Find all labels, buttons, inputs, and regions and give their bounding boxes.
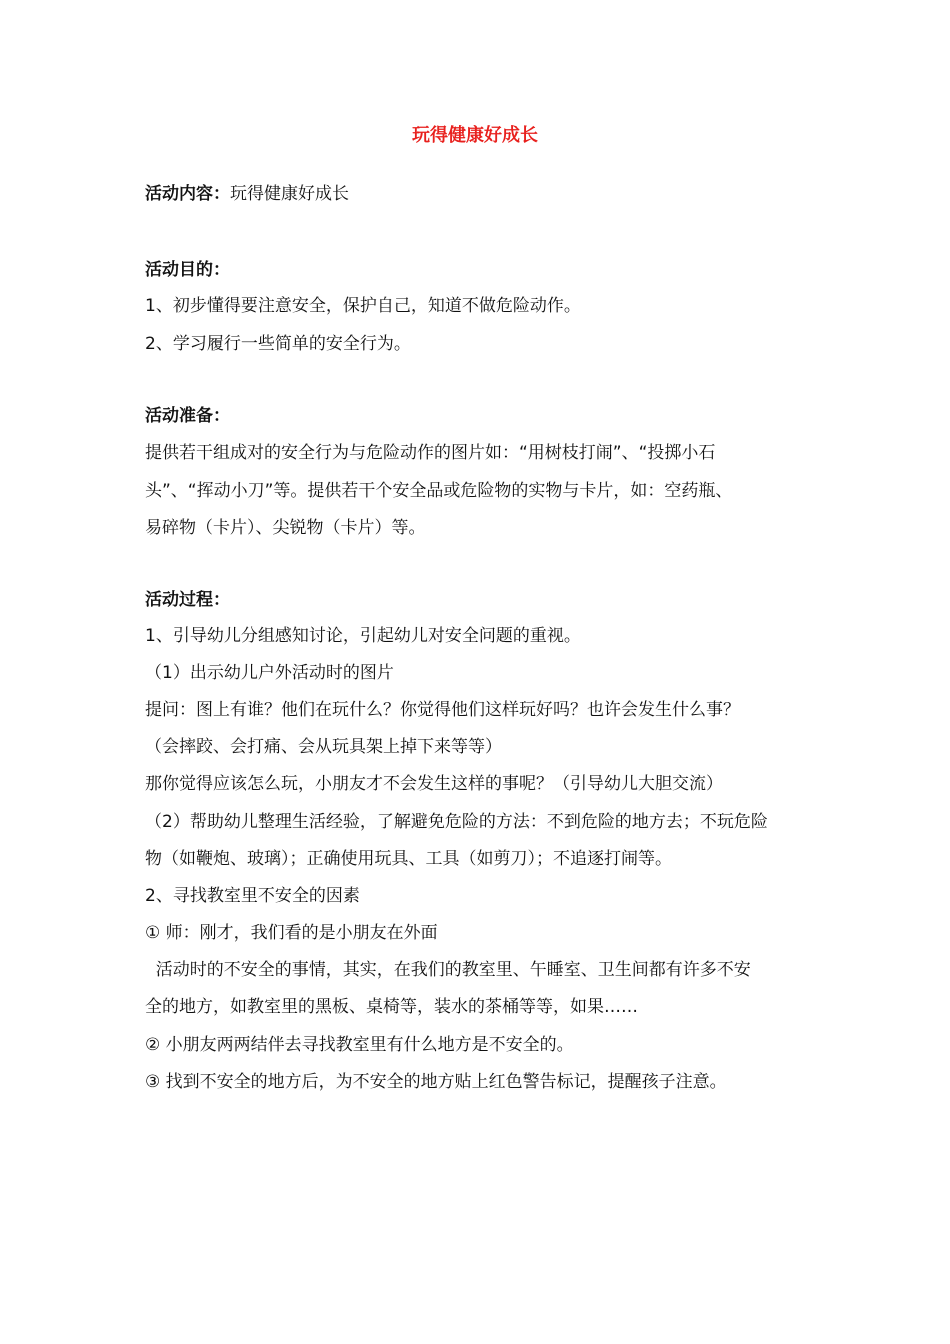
goal-item: 2、学习履行一些简单的安全行为。 (145, 334, 411, 354)
process-line: 那你觉得应该怎么玩，小朋友才不会发生这样的事呢？（引导幼儿大胆交流） (145, 774, 723, 794)
process-line: 全的地方，如教室里的黑板、桌椅等，装水的茶桶等等，如果…… (145, 997, 638, 1017)
preparation-line: 提供若干组成对的安全行为与危险动作的图片如：“用树枝打闹”、“投掷小石 (145, 443, 716, 463)
content-label: 活动内容： (145, 184, 230, 204)
process-line: （会摔跤、会打痛、会从玩具架上掉下来等等） (145, 737, 502, 757)
document-title: 玩得健康好成长 (412, 125, 538, 146)
process-line: 2、寻找教室里不安全的因素 (145, 886, 360, 906)
process-line: 活动时的不安全的事情，其实，在我们的教室里、午睡室、卫生间都有许多不安 (145, 960, 751, 980)
process-line: ② 小朋友两两结伴去寻找教室里有什么地方是不安全的。 (145, 1035, 574, 1055)
process-line: 1、引导幼儿分组感知讨论，引起幼儿对安全问题的重视。 (145, 626, 581, 646)
goal-item: 1、初步懂得要注意安全，保护自己，知道不做危险动作。 (145, 296, 581, 316)
content-value: 玩得健康好成长 (230, 184, 349, 204)
process-line: （1）出示幼儿户外活动时的图片 (145, 663, 394, 683)
process-heading: 活动过程： (145, 590, 230, 610)
content-line (145, 180, 825, 208)
preparation-heading: 活动准备： (145, 406, 230, 426)
goals-heading: 活动目的： (145, 260, 230, 280)
preparation-line: 头”、“挥动小刀”等。提供若干个安全品或危险物的实物与卡片，如：空药瓶、 (145, 481, 733, 501)
process-line: （2）帮助幼儿整理生活经验，了解避免危险的方法：不到危险的地方去；不玩危险 (145, 812, 768, 832)
process-line: 提问：图上有谁？他们在玩什么？你觉得他们这样玩好吗？也许会发生什么事？ (145, 700, 740, 720)
process-line: ① 师：刚才，我们看的是小朋友在外面 (145, 923, 438, 943)
preparation-line: 易碎物（卡片）、尖锐物（卡片）等。 (145, 518, 426, 538)
process-line: ③ 找到不安全的地方后，为不安全的地方贴上红色警告标记，提醒孩子注意。 (145, 1072, 727, 1092)
process-line: 物（如鞭炮、玻璃）；正确使用玩具、工具（如剪刀）；不追逐打闹等。 (145, 849, 672, 869)
